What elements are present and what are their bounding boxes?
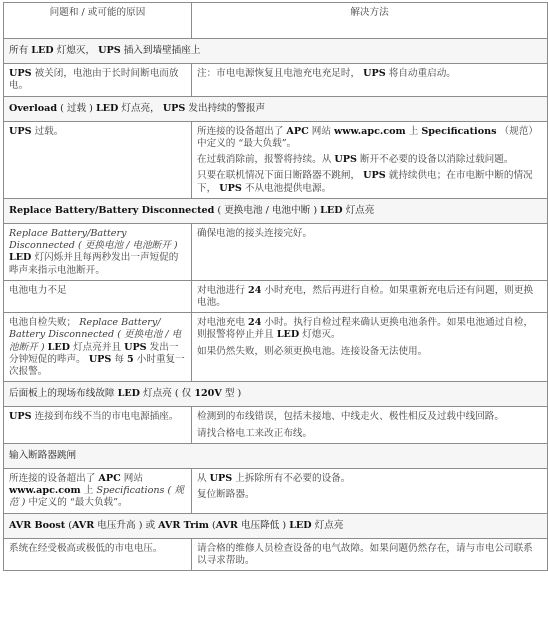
table-header-row — [4, 3, 548, 39]
italic-text: ( 更换电池 / 电池断开 ) — [74, 240, 178, 252]
text-run: 连接到布线不当的市电电源插座。 — [31, 411, 179, 423]
text-run: 断开不必要的设备以消除过载问题。 — [356, 154, 514, 166]
text-run: 系统在经受极高或极低的市电电压。 — [9, 542, 163, 554]
text-run: 型 ) — [221, 388, 242, 400]
text-run: 灯点亮并且 — [70, 341, 125, 353]
text-run: （规范）中定义的 “最大负载”。 — [197, 125, 538, 150]
emphasis-text: Replace Battery/Battery Disconnected — [9, 204, 215, 216]
text-run: 每 — [111, 353, 128, 365]
emphasis-text: UPS — [9, 411, 32, 423]
paragraph — [197, 154, 542, 166]
text-run: 灯点亮 — [311, 519, 344, 531]
text-run: ( — [208, 519, 216, 531]
table-row — [4, 280, 548, 312]
emphasis-text: AVR — [72, 519, 95, 531]
paragraph — [197, 428, 542, 440]
italic-text: Replace Battery/Battery Disconnected — [9, 228, 127, 252]
emphasis-text: UPS — [9, 68, 32, 80]
text-run: 网站 — [120, 473, 143, 485]
cause-cell — [4, 64, 192, 96]
emphasis-text: APC — [98, 473, 121, 485]
text-run: 就持续供电；在市电断中断的情况下， — [197, 170, 533, 194]
troubleshooting-table — [3, 2, 548, 571]
paragraph — [9, 411, 186, 423]
paragraph — [9, 228, 186, 277]
emphasis-text: AVR Trim — [158, 519, 209, 531]
paragraph — [197, 489, 542, 501]
text-run: 所连接的设备超出了 — [197, 125, 287, 137]
section-title — [4, 443, 548, 468]
text-run: 从 — [197, 473, 210, 485]
text-run: 对电池进行 — [197, 284, 249, 296]
text-run: 网站 — [308, 125, 334, 137]
text-run: 灯闪烁并且每两秒发出一声短促的哔声来指示电池断开。 — [9, 252, 179, 276]
header-solution: 解决方法 — [192, 3, 548, 39]
section-title-row — [4, 443, 548, 468]
text-run: 所连接的设备超出了 — [9, 473, 99, 485]
solution-cell — [192, 469, 548, 514]
emphasis-text: AVR Boost — [9, 519, 66, 531]
section-title — [4, 96, 548, 121]
text-run: 对电池充电 — [197, 317, 249, 329]
paragraph — [9, 317, 186, 378]
cause-cell — [4, 224, 192, 281]
text-run: 注：市电电源恢复且电池充电充足时， — [197, 68, 364, 80]
paragraph — [9, 473, 186, 510]
emphasis-text: APC — [286, 125, 309, 137]
paragraph — [197, 170, 542, 194]
emphasis-text: LED — [95, 102, 119, 114]
text-run: 请合格的维修人员检查设备的电气故障。如果问题仍然存在，请与市电公司联系以寻求帮助。 — [197, 542, 533, 567]
emphasis-text: UPS — [124, 341, 147, 353]
emphasis-text: 5 — [127, 353, 134, 365]
cause-cell — [4, 280, 192, 312]
text-run: 所有 — [9, 45, 32, 56]
section-title-row — [4, 96, 548, 121]
paragraph — [197, 68, 542, 80]
text-run: 过载。 — [31, 125, 64, 137]
text-run: 小时。执行自检过程来确认更换电池条件。如果电池通过自检，则报警将停止并且 — [197, 317, 534, 341]
text-run: 上 — [80, 485, 97, 497]
emphasis-text: www.apc.com — [334, 125, 406, 137]
emphasis-text: UPS — [9, 125, 32, 137]
paragraph — [197, 317, 542, 341]
cause-cell — [4, 313, 192, 382]
section-title-row — [4, 513, 548, 538]
emphasis-text: LED — [117, 388, 140, 400]
italic-text: ( 更换电池 / 电池断开 ) — [9, 329, 182, 353]
text-run: ( 更换电池 / 电池中断 ) — [214, 204, 321, 216]
text-run: ( 过载 ) — [57, 102, 96, 114]
emphasis-text: UPS — [334, 154, 357, 166]
solution-cell — [192, 313, 548, 382]
emphasis-text: LED — [320, 204, 343, 216]
emphasis-text: UPS — [209, 473, 233, 485]
emphasis-text: LED — [47, 341, 71, 353]
paragraph — [9, 126, 186, 138]
cause-cell — [4, 121, 192, 198]
text-run: 发出一分钟短促的哔声。 — [9, 341, 179, 365]
paragraph — [197, 411, 542, 423]
text-run: 输入断路器跳闸 — [9, 449, 77, 461]
emphasis-text: www.apc.com — [9, 485, 81, 497]
text-run: 灯熄灭。 — [299, 329, 341, 341]
table-row — [4, 538, 548, 570]
text-run: 确保电池的接头连接完好。 — [197, 228, 313, 240]
solution-cell — [192, 121, 548, 198]
text-run: 电池自检失败； — [9, 317, 80, 329]
text-run: 上 — [405, 125, 422, 137]
solution-cell — [192, 280, 548, 312]
text-run: 将自动重启动。 — [385, 68, 456, 80]
emphasis-text: 120V — [194, 388, 222, 400]
paragraph — [197, 346, 542, 358]
emphasis-text: Specifications — [421, 125, 497, 137]
emphasis-text: AVR — [215, 519, 238, 531]
text-run: 电压升高 ) 或 — [94, 519, 159, 531]
text-run: 中定义的 “最大负载”。 — [25, 497, 128, 509]
italic-text: Replace Battery/ Battery Disconnected — [9, 317, 161, 341]
solution-cell — [192, 224, 548, 281]
text-run: 只要在联机情况下面日断路器不跳闸， — [197, 170, 364, 182]
emphasis-text: Overload — [9, 102, 58, 114]
text-run: 上拆除所有不必要的设备。 — [232, 473, 351, 485]
paragraph — [9, 68, 186, 92]
solution-cell — [192, 538, 548, 570]
section-title-row — [4, 382, 548, 407]
text-run: 请找合格电工来改正布线。 — [197, 427, 313, 439]
text-run: 灯点亮 — [342, 204, 375, 216]
text-run: 在过载消除前，报警将持续。从 — [197, 154, 335, 166]
cause-cell — [4, 407, 192, 443]
text-run: 电压降低 ) — [237, 519, 290, 531]
section-title-row — [4, 198, 548, 223]
emphasis-text: UPS — [162, 102, 186, 114]
section-title — [4, 39, 548, 64]
text-run: 灯点亮 ( 仅 — [139, 388, 195, 400]
solution-cell — [192, 407, 548, 443]
text-run: 不从电池提供电源。 — [241, 182, 332, 194]
cause-cell — [4, 469, 192, 514]
text-run: 灯熄灭， — [53, 45, 99, 56]
paragraph — [197, 228, 542, 240]
section-title — [4, 513, 548, 538]
text-run: 如果仍然失败，则必须更换电池。连接设备无法使用。 — [197, 345, 428, 357]
text-run: 插入到墙壁插座上 — [120, 45, 201, 56]
emphasis-text: UPS — [98, 45, 121, 56]
section-title — [4, 198, 548, 223]
emphasis-text: LED — [289, 519, 312, 531]
text-run: 发出持续的警报声 — [185, 102, 266, 114]
text-run: 小时重复一次报警。 — [9, 353, 185, 378]
paragraph — [197, 285, 542, 309]
italic-text: ( 规范 ) — [9, 485, 184, 509]
table-row — [4, 407, 548, 443]
paragraph — [9, 285, 186, 297]
table-row — [4, 224, 548, 281]
emphasis-text: UPS — [219, 182, 242, 194]
text-run: 后面板上的现场布线故障 — [9, 388, 118, 400]
paragraph — [197, 126, 542, 150]
italic-text: Specifications — [96, 485, 165, 497]
table-row — [4, 121, 548, 198]
emphasis-text: LED — [31, 45, 54, 56]
text-run: 电池电力不足 — [9, 284, 67, 296]
cause-cell — [4, 538, 192, 570]
solution-cell — [192, 64, 548, 96]
text-run: ( — [65, 519, 73, 531]
paragraph — [9, 543, 186, 555]
text-run: 被关闭，电池由于长时间断电而放电。 — [9, 68, 179, 92]
emphasis-text: UPS — [88, 353, 112, 365]
section-title-row — [4, 39, 548, 64]
table-row — [4, 64, 548, 96]
text-run: 灯点亮， — [118, 102, 163, 114]
table-row — [4, 313, 548, 382]
emphasis-text: LED — [276, 329, 300, 341]
paragraph — [197, 473, 542, 485]
emphasis-text: 24 — [248, 317, 262, 329]
emphasis-text: UPS — [363, 68, 386, 80]
text-run: 小时充电，然后再进行自检。如果重新充电后还有问题，则更换电池。 — [197, 284, 534, 309]
table-row — [4, 469, 548, 514]
text-run: 复位断路器。 — [197, 489, 255, 501]
emphasis-text: UPS — [363, 170, 386, 182]
text-run: 检测到的布线错误，包括未接地、中线走火、极性相反及过载中线回路。 — [197, 411, 504, 423]
section-title — [4, 382, 548, 407]
paragraph — [197, 543, 542, 567]
emphasis-text: LED — [9, 252, 32, 264]
emphasis-text: 24 — [248, 284, 262, 296]
header-cause: 问题和 / 或可能的原因 — [4, 3, 192, 39]
